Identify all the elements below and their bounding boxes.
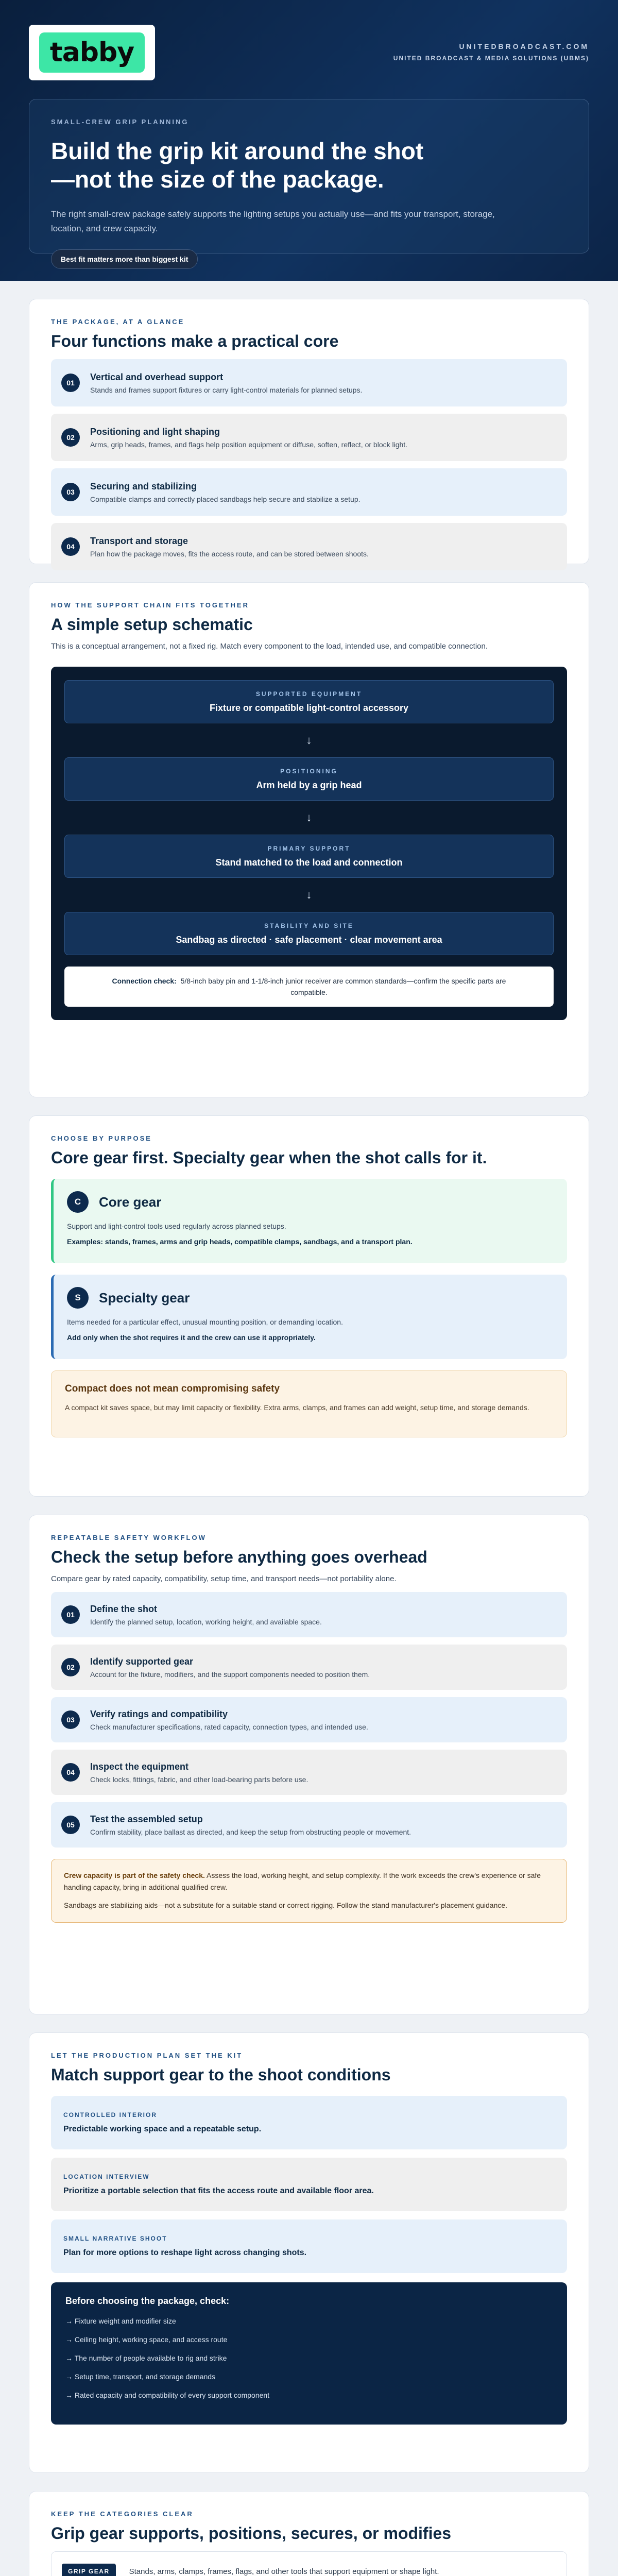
core-gear-title: Core gear bbox=[99, 1194, 162, 1210]
workflow-panel bbox=[29, 1515, 589, 2014]
function-desc: Arms, grip heads, frames, and flags help position equipment or diffuse, soften, reflect, or block light. bbox=[90, 440, 408, 449]
purpose-eyebrow: CHOOSE BY PURPOSE bbox=[51, 1134, 152, 1142]
schematic-value: Stand matched to the load and connection bbox=[215, 857, 403, 868]
categories-list bbox=[51, 2551, 567, 2576]
function-item bbox=[51, 523, 567, 570]
step-title: Test the assembled setup bbox=[90, 1814, 203, 1824]
connection-check bbox=[64, 967, 554, 1007]
package-checklist bbox=[51, 2282, 567, 2425]
crew-capacity-note bbox=[51, 1859, 567, 1922]
plan-card-interior bbox=[51, 2096, 567, 2149]
connection-check-text: 5/8-inch baby pin and 1-1/8-inch junior receiver are common standards—confirm the specific parts are compatible. bbox=[180, 976, 506, 997]
functions-eyebrow: THE PACKAGE, AT A GLANCE bbox=[51, 318, 185, 326]
plan-card-value: Plan for more options to reshape light across changing shots. bbox=[63, 2248, 307, 2257]
category-desc: Stands, arms, clamps, frames, flags, and other tools that support equipment or shape light. bbox=[129, 2567, 439, 2576]
categories-panel bbox=[29, 2491, 589, 2576]
purpose-panel bbox=[29, 1115, 589, 1497]
workflow-step bbox=[51, 1697, 567, 1742]
function-title: Securing and stabilizing bbox=[90, 481, 197, 492]
workflow-step bbox=[51, 1592, 567, 1637]
function-number: 03 bbox=[61, 483, 80, 501]
plan-card-narrative bbox=[51, 2219, 567, 2273]
warning-desc: A compact kit saves space, but may limit capacity or flexibility. Extra arms, clamps, and frames can add weight, setup time, and storage demands. bbox=[65, 1403, 529, 1412]
arrow-down-icon: ↓ bbox=[306, 734, 312, 747]
function-title: Vertical and overhead support bbox=[90, 371, 224, 382]
plan-card-label: LOCATION INTERVIEW bbox=[63, 2173, 150, 2180]
checklist-item: → Rated capacity and compatibility of every support component bbox=[65, 2391, 270, 2399]
step-title: Verify ratings and compatibility bbox=[90, 1708, 228, 1719]
specialty-gear-desc: Items needed for a particular effect, unusual mounting position, or demanding location. bbox=[67, 1318, 343, 1326]
schematic-box-equipment bbox=[64, 680, 554, 723]
safety-note-bold: Crew capacity is part of the safety check. bbox=[64, 1871, 205, 1880]
brand-url[interactable]: UNITEDBROADCAST.COM bbox=[459, 42, 589, 50]
core-badge: C bbox=[67, 1191, 89, 1213]
workflow-desc: Compare gear by rated capacity, compatibility, setup time, and transport needs—not portability alone. bbox=[51, 1574, 397, 1583]
category-row bbox=[51, 2551, 567, 2576]
workflow-step bbox=[51, 1802, 567, 1848]
safety-note-sandbags: Sandbags are stabilizing aids—not a substitute for a suitable stand or correct rigging. Follow the stand manufacturer's placement guidance. bbox=[64, 1901, 508, 1910]
functions-panel bbox=[29, 299, 589, 564]
functions-title: Four functions make a practical core bbox=[51, 332, 339, 350]
hero bbox=[0, 0, 618, 281]
step-title: Inspect the equipment bbox=[90, 1761, 189, 1772]
function-item bbox=[51, 359, 567, 406]
specialty-badge: S bbox=[67, 1287, 89, 1309]
hero-title-line2: —not the size of the package. bbox=[51, 166, 384, 193]
purpose-title: Core gear first. Specialty gear when the shot calls for it. bbox=[51, 1148, 487, 1167]
categories-title: Grip gear supports, positions, secures, or modifies bbox=[51, 2524, 452, 2543]
schematic-box-support bbox=[64, 835, 554, 878]
hero-title-line1: Build the grip kit around the shot bbox=[51, 138, 424, 164]
function-desc: Stands and frames support fixtures or carry light-control materials for planned setups. bbox=[90, 385, 363, 394]
plan-card-label: CONTROLLED INTERIOR bbox=[63, 2111, 157, 2119]
hero-title bbox=[51, 137, 567, 194]
schematic-label: STABILITY AND SITE bbox=[264, 922, 354, 929]
schematic-value: Fixture or compatible light-control accessory bbox=[209, 702, 409, 713]
function-number: 02 bbox=[61, 428, 80, 447]
workflow-title: Check the setup before anything goes overhead bbox=[51, 1548, 427, 1566]
logo[interactable] bbox=[29, 25, 155, 80]
brand-name: UNITED BROADCAST & MEDIA SOLUTIONS (UBMS) bbox=[393, 55, 589, 62]
schematic-eyebrow: HOW THE SUPPORT CHAIN FITS TOGETHER bbox=[51, 601, 249, 609]
plan-card-value: Predictable working space and a repeatable setup. bbox=[63, 2125, 262, 2133]
core-gear-desc: Support and light-control tools used regularly across planned setups. bbox=[67, 1222, 286, 1230]
compact-warning-card bbox=[51, 1370, 567, 1437]
connection-check-label: Connection check: bbox=[112, 976, 177, 985]
workflow-steps bbox=[51, 1592, 567, 1848]
step-desc: Identify the planned setup, location, working height, and available space. bbox=[90, 1617, 322, 1626]
step-number: 02 bbox=[61, 1658, 80, 1676]
warning-title: Compact does not mean compromising safety bbox=[65, 1383, 280, 1394]
schematic-value: Sandbag as directed · safe placement · clear movement area bbox=[176, 934, 442, 945]
function-number: 01 bbox=[61, 374, 80, 392]
function-item bbox=[51, 414, 567, 461]
core-gear-card bbox=[51, 1179, 567, 1263]
step-title: Identify supported gear bbox=[90, 1656, 194, 1667]
step-desc: Check locks, fittings, fabric, and other load-bearing parts before use. bbox=[90, 1775, 308, 1784]
plan-card-value: Prioritize a portable selection that fits the access route and available floor area. bbox=[63, 2187, 374, 2195]
categories-eyebrow: KEEP THE CATEGORIES CLEAR bbox=[51, 2510, 194, 2518]
schematic-panel bbox=[29, 582, 589, 1097]
step-title: Define the shot bbox=[90, 1603, 158, 1614]
function-number: 04 bbox=[61, 537, 80, 556]
function-title: Transport and storage bbox=[90, 535, 188, 546]
step-desc: Check manufacturer specifications, rated capacity, connection types, and intended use. bbox=[90, 1722, 368, 1731]
step-desc: Confirm stability, place ballast as directed, and keep the setup from obstructing people or movement. bbox=[90, 1827, 411, 1836]
hero-card bbox=[29, 99, 589, 264]
specialty-gear-note: Add only when the shot requires it and the crew can use it appropriately. bbox=[67, 1333, 316, 1342]
function-title: Positioning and light shaping bbox=[90, 426, 220, 437]
safety-note-text: Assess the load, working height, and setup complexity. If the work exceeds the crew's experience or safe handling capacity, bring in additional qualified crew. bbox=[64, 1871, 541, 1892]
hero-subtitle: The right small-crew package safely supports the lighting setups you actually use—and fits your transport, storage, location, and crew capacity. bbox=[51, 209, 495, 234]
checklist-item: → Fixture weight and modifier size bbox=[65, 2317, 176, 2325]
schematic-box-positioning bbox=[64, 757, 554, 801]
plan-title: Match support gear to the shoot conditions bbox=[51, 2065, 391, 2084]
logo-text: tabby bbox=[39, 32, 145, 73]
plan-panel bbox=[29, 2032, 589, 2473]
plan-card-label: SMALL NARRATIVE SHOOT bbox=[63, 2235, 167, 2242]
function-desc: Compatible clamps and correctly placed sandbags help secure and stabilize a setup. bbox=[90, 495, 360, 503]
plan-eyebrow: LET THE PRODUCTION PLAN SET THE KIT bbox=[51, 2052, 243, 2059]
workflow-step bbox=[51, 1750, 567, 1795]
workflow-eyebrow: REPEATABLE SAFETY WORKFLOW bbox=[51, 1534, 207, 1541]
step-number: 04 bbox=[61, 1763, 80, 1782]
schematic-label: PRIMARY SUPPORT bbox=[267, 844, 351, 852]
schematic-desc: This is a conceptual arrangement, not a fixed rig. Match every component to the load, intended use, and compatible connection. bbox=[51, 642, 488, 651]
schematic-value: Arm held by a grip head bbox=[256, 779, 362, 790]
hero-eyebrow: SMALL-CREW GRIP PLANNING bbox=[51, 118, 189, 126]
schematic-title: A simple setup schematic bbox=[51, 615, 253, 634]
function-item bbox=[51, 468, 567, 516]
workflow-step bbox=[51, 1645, 567, 1690]
schematic-label: SUPPORTED EQUIPMENT bbox=[255, 690, 363, 698]
specialty-gear-card bbox=[51, 1275, 567, 1359]
category-tag-grip-gear: GRIP GEAR bbox=[62, 2564, 116, 2576]
core-gear-note: Examples: stands, frames, arms and grip heads, compatible clamps, sandbags, and a transport plan. bbox=[67, 1238, 413, 1246]
checklist-title: Before choosing the package, check: bbox=[65, 2296, 230, 2306]
step-number: 03 bbox=[61, 1710, 80, 1729]
checklist-item: → Ceiling height, working space, and access route bbox=[65, 2335, 228, 2344]
functions-list bbox=[51, 359, 567, 570]
checklist-item: → Setup time, transport, and storage demands bbox=[65, 2372, 216, 2381]
checklist-item: → The number of people available to rig and strike bbox=[65, 2354, 227, 2362]
function-desc: Plan how the package moves, fits the access route, and can be stored between shoots. bbox=[90, 549, 369, 558]
step-number: 05 bbox=[61, 1816, 80, 1834]
step-desc: Account for the fixture, modifiers, and the support components needed to position them. bbox=[90, 1670, 370, 1679]
schematic-box-stability bbox=[64, 912, 554, 955]
specialty-gear-title: Specialty gear bbox=[99, 1290, 190, 1306]
brand-info bbox=[393, 42, 589, 62]
arrow-down-icon: ↓ bbox=[306, 811, 312, 824]
arrow-down-icon: ↓ bbox=[306, 888, 312, 902]
hero-pill: Best fit matters more than biggest kit bbox=[51, 249, 198, 269]
setup-schematic bbox=[51, 667, 567, 1020]
schematic-label: POSITIONING bbox=[280, 767, 338, 775]
plan-card-location bbox=[51, 2158, 567, 2211]
step-number: 01 bbox=[61, 1605, 80, 1624]
